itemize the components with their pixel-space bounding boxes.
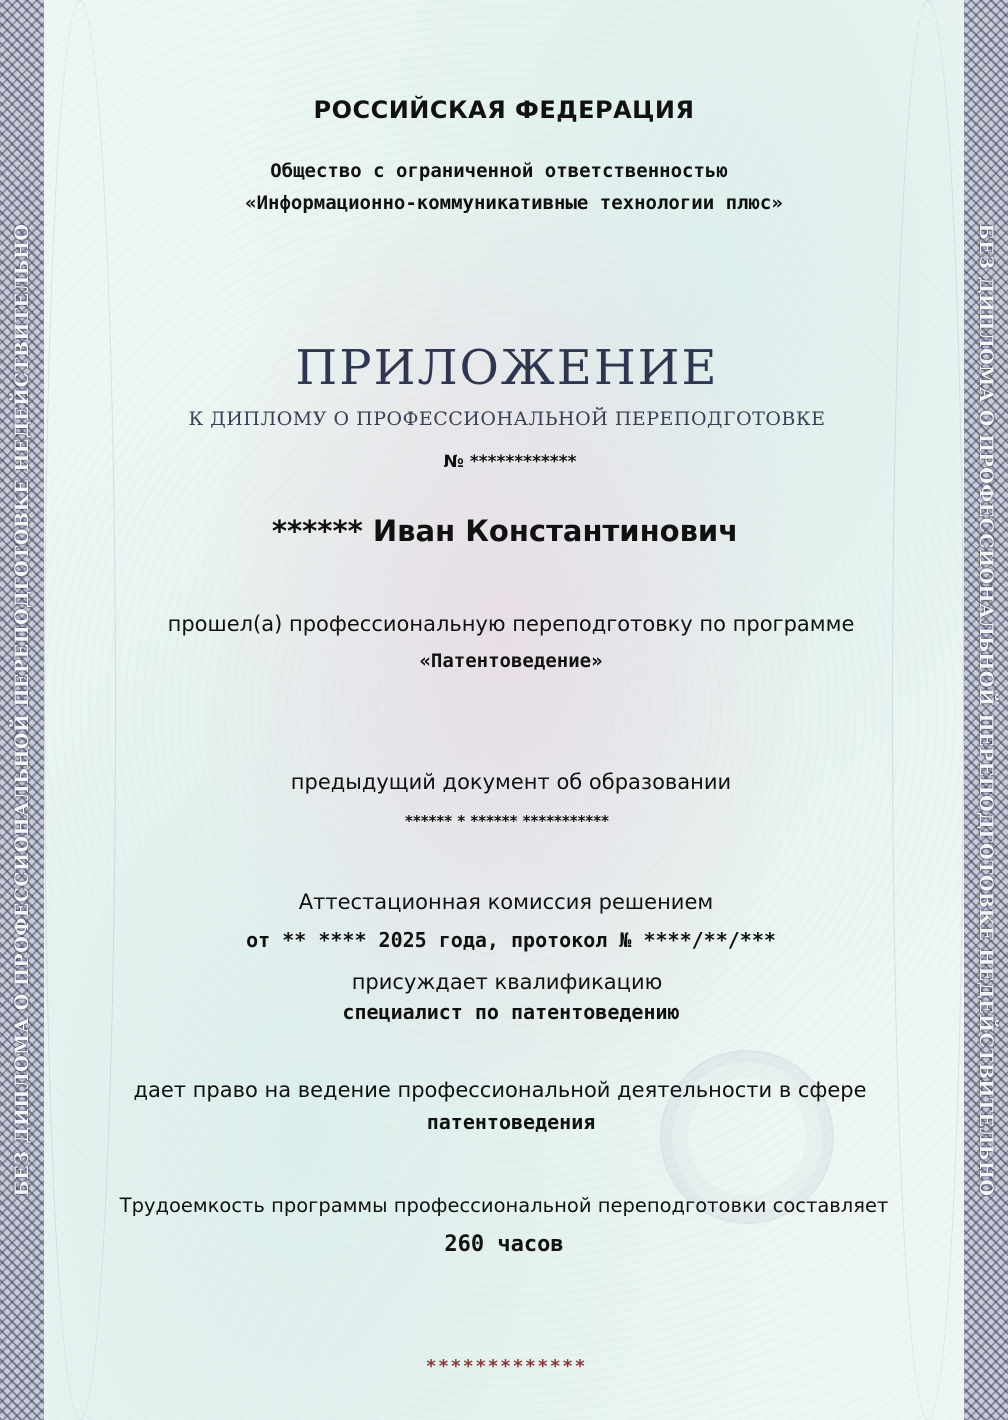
labor-intensity-text: Трудоемкость программы профессиональной переподготовки составляет [119, 1194, 889, 1217]
left-border-text: БЕЗ ДИПЛОМА О ПРОФЕССИОНАЛЬНОЙ ПЕРЕПОДГОТОВКЕ НЕДЕЙСТВИТЕЛЬНО [11, 223, 33, 1197]
form-serial-number: ************* [426, 1356, 588, 1377]
right-border-text: БЕЗ ДИПЛОМА О ПРОФЕССИОНАЛЬНОЙ ПЕРЕПОДГОТОВКЕ НЕДЕЙСТВИТЕЛЬНО [975, 223, 997, 1197]
organization-name: «Информационно-коммуникативные технологии плюс» [245, 192, 783, 214]
country-heading: РОССИЙСКАЯ ФЕДЕРАЦИЯ [313, 96, 695, 124]
recipient-full-name: ****** Иван Константинович [271, 514, 739, 548]
program-name: «Патентоведение» [419, 650, 603, 672]
qualification-name: специалист по патентоведению [342, 1000, 680, 1024]
previous-document-value: ****** * ****** *********** [405, 812, 609, 830]
passed-program-text: прошел(а) профессиональную переподготовку по программе [167, 612, 855, 636]
commission-text: Аттестационная комиссия решением [298, 890, 714, 914]
previous-document-label: предыдущий документ об образовании [290, 770, 732, 794]
document-number: № ************ [443, 452, 577, 472]
decision-details: от ** **** 2025 года, протокол № ****/**/*** [246, 928, 776, 952]
right-to-practice-text: дает право на ведение профессиональной деятельности в сфере [133, 1078, 867, 1102]
program-hours: 260 часов [444, 1232, 564, 1257]
awards-qualification-text: присуждает квалификацию [351, 970, 663, 994]
organization-type: Общество с ограниченной ответственностью [270, 160, 728, 182]
document-title: ПРИЛОЖЕНИЕ [295, 340, 719, 396]
practice-field: патентоведения [426, 1110, 596, 1134]
document-subtitle: К ДИПЛОМУ О ПРОФЕССИОНАЛЬНОЙ ПЕРЕПОДГОТОВКЕ [188, 408, 826, 430]
